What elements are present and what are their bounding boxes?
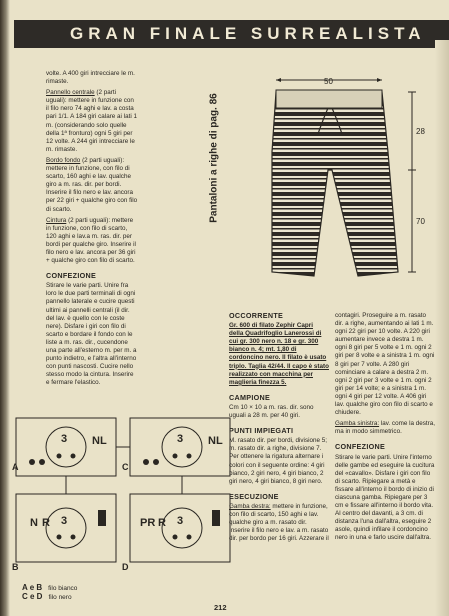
heading-punti: PUNTI IMPIEGATI xyxy=(229,426,294,436)
subheading: Cintura xyxy=(46,216,67,224)
section-header: GRAN FINALE SURREALISTA xyxy=(14,20,449,48)
swatch-label: 3 xyxy=(177,433,184,445)
column-middle xyxy=(229,312,329,546)
swatch-label: NL xyxy=(208,435,223,447)
subheading: Gamba destra: xyxy=(229,502,271,510)
corner-label: D xyxy=(122,562,129,572)
swatch-label: 3 xyxy=(177,515,184,527)
swatch-label: R xyxy=(42,517,50,529)
paragraph: Cm 10 × 10 a m. ras. dir. sono uguali a 28 m. per 40 giri. xyxy=(229,403,314,420)
subheading: Gamba sinistra: xyxy=(335,420,380,428)
trousers-shape xyxy=(272,92,398,276)
legend-row xyxy=(22,583,182,592)
page-number: 212 xyxy=(214,603,227,612)
legend-key: A e B xyxy=(22,583,43,592)
binding-shadow xyxy=(0,0,10,616)
swatch-label: 3 xyxy=(61,515,68,527)
dimension-top: 50 xyxy=(324,77,333,86)
heading-occorrente: OCCORRENTE xyxy=(229,311,284,320)
paragraph xyxy=(46,89,138,154)
subheading: Bordo fondo xyxy=(46,156,81,164)
page-curl-shadow xyxy=(435,40,449,616)
paragraph: Stirare le varie parti. Unire fra loro le due parti terminali di ogni pannello laterale e cucire questi ultimi ai pannelli centrali (il dir. del lav. è quello con le coste nere). Disfare i giri con filo di scarto e bordare il fondo con le liste a m. ras. dir., cucendone una parte all'esterno m. per m. a punto indietro, e l'altra all'interno con punti nascosti. Cucire nello stesso modo la cintura. Inserire e fermare l'elastico. xyxy=(46,282,137,387)
heading-campione: CAMPIONE xyxy=(229,392,271,402)
paragraph xyxy=(335,420,435,436)
heading-confezione: CONFEZIONE xyxy=(46,271,97,281)
legend-key: C e D xyxy=(22,592,43,601)
paragraph-text: mettere in funzione, con filo di scarto, 150 aghi e lav. qualche giro a m. rasato dir. Inserire il filo nero e lav. a m. rasato dir. per bordo per 16 giri. Azzerare il xyxy=(229,502,329,543)
paragraph: contagiri. Proseguire a m. rasato dir. a righe, aumentando ai lati 1 m. ogni 22 giri per 10 volte. A 220 giri aumentare invece a destra 1 m. ogni 8 giri per 5 volte e 1 m. ogni 2 giri per 8 volte e a sinistra 1 m. ogni 8 giri per 7 volte. A 280 giri cominciare a calare a destra 2 m. ogni 2 giri per 3 volte e 1 m. ogni 2 giri per 14 volte; e a sinistra 1 m. ogni 4 giri per 12 volte. A 406 giri lav. qualche giro con filo di scarto e chiudere. xyxy=(335,312,435,417)
heading-esecuzione: ESECUZIONE xyxy=(229,491,279,501)
swatch-label: PR xyxy=(140,517,156,529)
dimension-right-b: 70 xyxy=(416,217,425,226)
swatch-label: 3 xyxy=(61,433,68,445)
paragraph-text: (2 parti uguali): mettere in funzione, con filo di scarto, 160 aghi e lav. qualche giro a m. ras. dir. per bordi. Inserire il filo nero e lav. ancora per 22 giri + qualche giro con filo di scarto. xyxy=(46,156,138,213)
paragraph: M. rasato dir. per bordi, divisione 5; m. rasato dir. a righe, divisione 7. Per ottenere la rigatura alternare i colori con il seguente ordine: 4 giri bianco, 2 giri nero, 4 giri bianco, 2 giri nero, 4 giri bianco, 8 giri nero. xyxy=(229,437,327,485)
column-right xyxy=(335,312,435,546)
paragraph: Stirare le varie parti. Unire l'interno delle gambe ed eseguire la cucitura del «cavallo». Disfare i giri con filo di scarto. Ripiegare a metà e fissare all'interno il bordo di inizio di ciascuna gamba. Ripiegare per 3 cm e fissare all'interno il bordo vita. Al centro del davanti, a 3 cm. di distanza l'una dall'altra, eseguire 2 asole, quindi infilare il cordoncino nero in una e farlo uscire dall'altra. xyxy=(335,453,435,542)
legend xyxy=(22,583,182,601)
vertical-title xyxy=(206,78,222,238)
paragraph-text: (2 parti uguali): mettere in funzione, con filo di scarto, 120 aghi e lav.a m. ras. dir. per bordi per qualche giro. Inserire il filo nero e lav. ancora per 36 giri + qualche giro con filo di scarto. xyxy=(46,216,136,265)
swatch-label: R xyxy=(158,517,166,529)
dimension-right-a: 28 xyxy=(416,127,425,136)
paragraph xyxy=(46,157,138,214)
column-left xyxy=(46,70,138,390)
electrical-swatch-diagram xyxy=(12,398,232,594)
trousers-illustration xyxy=(232,72,432,306)
paragraph: Gr. 600 di filato Zephir Capri della Quadrifoglio Lanerossi di cui gr. 300 nero n. 18 e gr. 300 bianco n. 4; mt. 1,80 di cordoncino nero. Il filato è usato triplo. Taglia 42/44. Il capo è stato realizzato con macchina per maglieria finezza 5. xyxy=(229,322,329,386)
corner-label: A xyxy=(12,462,19,472)
corner-label: C xyxy=(122,462,129,472)
paragraph xyxy=(46,217,138,266)
waistband xyxy=(276,90,382,108)
vertical-title-text: Pantaloni a righe di pag. 86 xyxy=(208,93,220,223)
heading-confezione: CONFEZIONE xyxy=(335,442,386,452)
paragraph-text: lav. come la destra, ma in modo simmetrico. xyxy=(335,420,435,436)
paragraph: volte. A 400 giri intrecciare le m. rimaste. xyxy=(46,70,135,86)
subheading: Pannello centrale xyxy=(46,89,95,97)
legend-row xyxy=(22,592,182,601)
swatch-label: N xyxy=(30,517,38,529)
corner-label: B xyxy=(12,562,19,572)
paragraph-text: (2 parti uguali): mettere in funzione con il filo nero 74 aghi e lav. a costa pari 1/1. A 184 giri calare ai lati 1 m. (considerando solo quelle della 1ª fronturα) ogni 5 giri per 12 volte. A 244 giri intrecciare le m. rimaste. xyxy=(46,89,138,153)
paragraph xyxy=(229,503,329,543)
swatch-label: NL xyxy=(92,435,107,447)
legend-text: filo nero xyxy=(48,594,72,601)
legend-text: filo bianco xyxy=(48,585,78,592)
